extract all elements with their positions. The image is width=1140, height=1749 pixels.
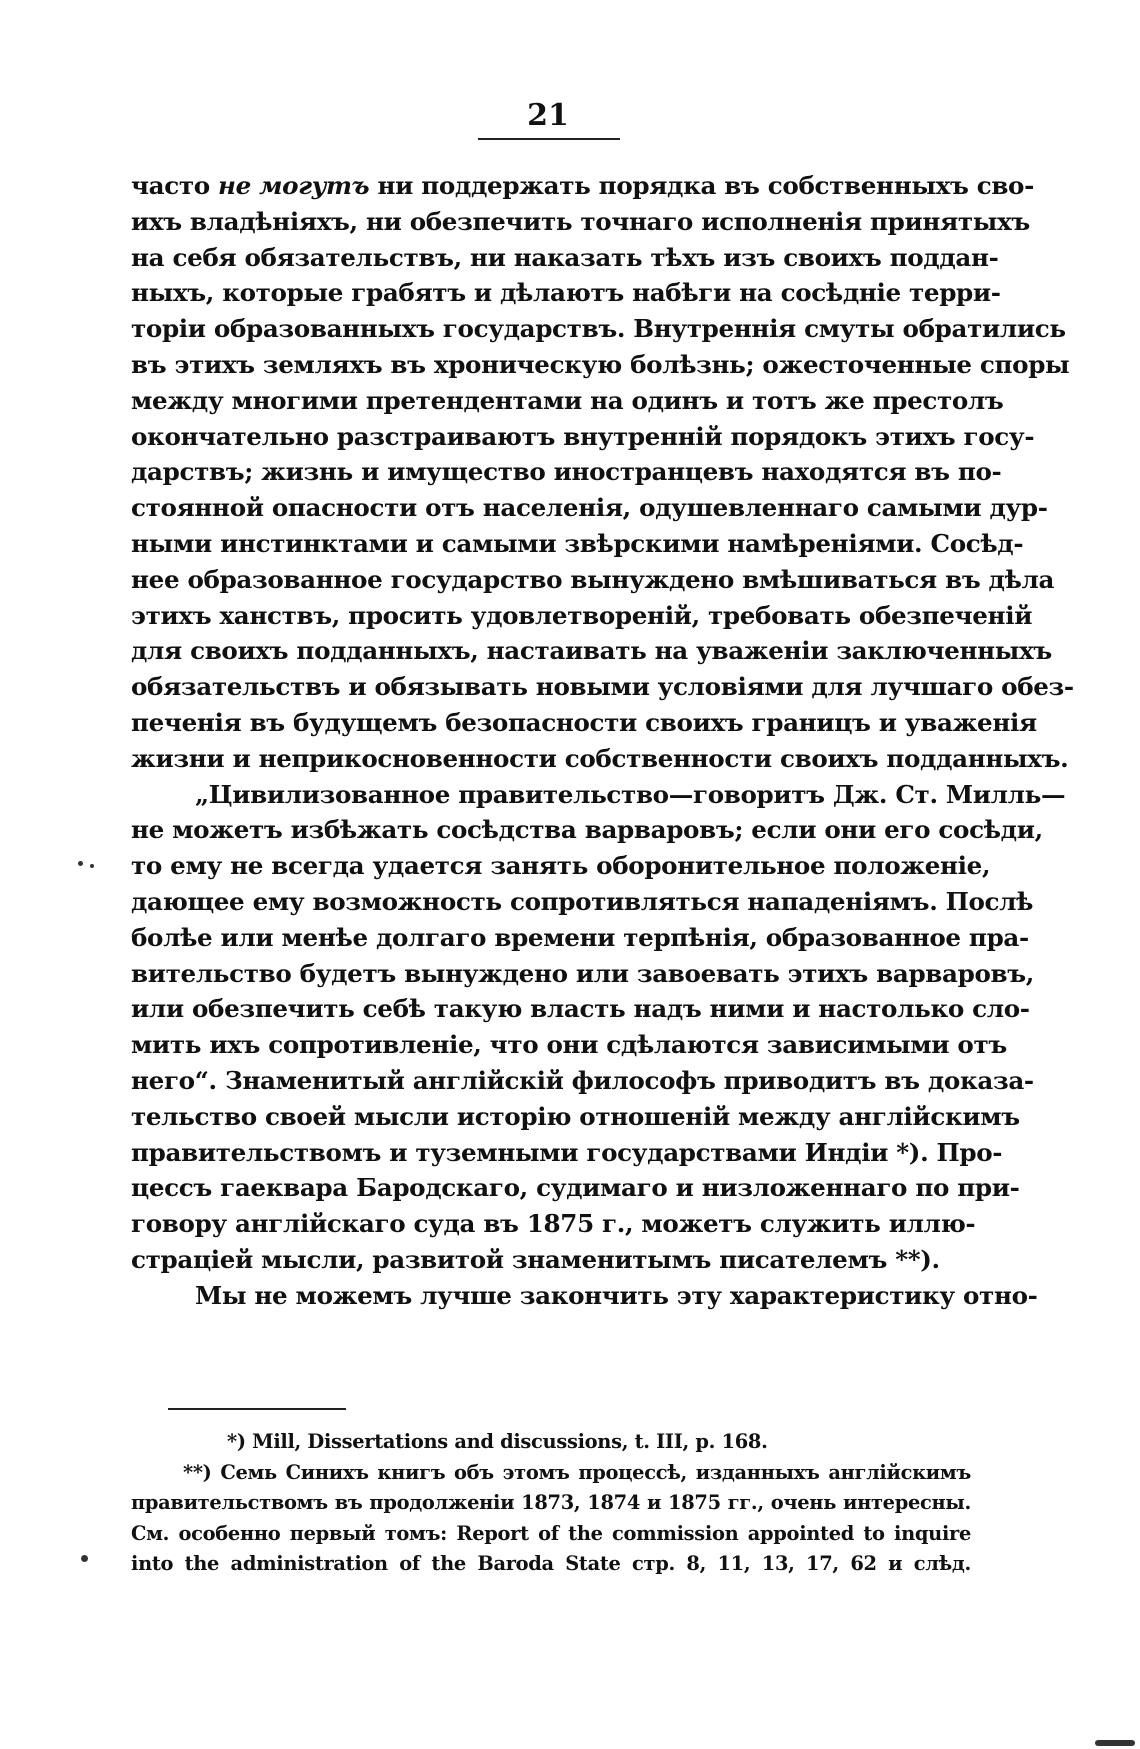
text-line: дающее ему возможность сопротивляться нападеніямъ. Послѣ bbox=[131, 886, 1034, 916]
text-line: „Цивилизованное правительство—говоритъ Дж. Ст. Милль— bbox=[195, 779, 1066, 809]
page-number-rule bbox=[478, 138, 620, 140]
text-line: этихъ ханствъ, просить удовлетвореній, требовать обезпеченій bbox=[131, 600, 1033, 630]
text-line bbox=[131, 168, 1034, 204]
text-fragment: часто bbox=[131, 171, 219, 200]
text-line: торіи образованныхъ государствъ. Внутреннія смуты обратились bbox=[131, 314, 1066, 344]
footnote-line: into the administration of the Baroda State стр. 8, 11, 13, 17, 62 и слѣд. bbox=[131, 1552, 971, 1575]
text-fragment: ни поддержать порядка въ собственныхъ сво- bbox=[369, 171, 1034, 200]
text-line: вительство будетъ вынуждено или завоевать этихъ варваровъ, bbox=[131, 958, 1034, 988]
text-line: страціей мысли, развитой знаменитымъ писателемъ **). bbox=[131, 1244, 940, 1274]
scan-speck bbox=[78, 861, 83, 866]
italic-phrase: не могутъ bbox=[218, 171, 370, 200]
text-line: тельство своей мысли исторію отношеній между англійскимъ bbox=[131, 1101, 1020, 1131]
text-line: правительствомъ и туземными государствами Индіи *). Про- bbox=[131, 1137, 1003, 1167]
scan-speck bbox=[81, 1555, 88, 1562]
scan-speck bbox=[1095, 1740, 1135, 1746]
text-line: не можетъ избѣжать сосѣдства варваровъ; если они его сосѣди, bbox=[131, 815, 1043, 845]
text-line: ными инстинктами и самыми звѣрскими намѣреніями. Сосѣд- bbox=[131, 528, 1024, 558]
text-line: болѣе или менѣе долгаго времени терпѣнія, образованное пра- bbox=[131, 922, 1029, 952]
footnote-line: См. особенно первый томъ: Report of the commission appointed to inquire bbox=[131, 1521, 971, 1545]
text-line: то ему не всегда удается занять оборонительное положеніе, bbox=[131, 851, 991, 881]
footnote-rule bbox=[168, 1408, 346, 1410]
text-line: нее образованное государство вынуждено вмѣшиваться въ дѣла bbox=[131, 564, 1055, 594]
footnote-line: **) Семь Синихъ книгъ объ этомъ процессѣ, изданныхъ англійскимъ bbox=[183, 1460, 971, 1484]
text-line: въ этихъ земляхъ въ хроническую болѣзнь; ожесточенные споры bbox=[131, 349, 1070, 379]
text-line: стоянной опасности отъ населенія, одушевленнаго самыми дур- bbox=[131, 493, 1048, 523]
text-line: для своихъ подданныхъ, настаивать на уваженіи заключенныхъ bbox=[131, 636, 1052, 666]
footnotes bbox=[131, 1427, 971, 1580]
text-line: на себя обязательствъ, ни наказать тѣхъ изъ своихъ поддан- bbox=[131, 242, 999, 272]
text-line: ныхъ, которые грабятъ и дѣлаютъ набѣги на сосѣдніе терри- bbox=[131, 278, 1001, 308]
scan-speck bbox=[90, 864, 94, 868]
body-text bbox=[131, 168, 1074, 1314]
text-line: Мы не можемъ лучше закончить эту характеристику отно- bbox=[195, 1280, 1038, 1310]
footnote-line: *) Mill, Dissertations and discussions, t. III, p. 168. bbox=[227, 1430, 768, 1453]
text-line: говору англійскаго суда въ 1875 г., можетъ служить иллю- bbox=[131, 1209, 976, 1239]
text-line: мить ихъ сопротивленіе, что они сдѣлаются зависимыми отъ bbox=[131, 1030, 1007, 1060]
text-line: окончательно разстраиваютъ внутренній порядокъ этихъ госу- bbox=[131, 421, 1035, 451]
page-number: 21 bbox=[527, 98, 569, 133]
text-line: печенія въ будущемъ безопасности своихъ границъ и уваженія bbox=[131, 707, 1037, 737]
text-line: жизни и неприкосновенности собственности своихъ подданныхъ. bbox=[131, 743, 1069, 773]
text-line: дарствъ; жизнь и имущество иностранцевъ находятся въ по- bbox=[131, 457, 1002, 487]
text-line: ихъ владѣніяхъ, ни обезпечить точнаго исполненія принятыхъ bbox=[131, 206, 1030, 236]
text-line: него“. Знаменитый англійскій философъ приводитъ въ доказа- bbox=[131, 1065, 1034, 1095]
text-line: цессъ гаеквара Бародскаго, судимаго и низложеннаго по при- bbox=[131, 1173, 1020, 1203]
text-line: обязательствъ и обязывать новыми условіями для лучшаго обез- bbox=[131, 672, 1074, 702]
text-line: между многими претендентами на одинъ и тотъ же престолъ bbox=[131, 385, 1004, 415]
text-line: или обезпечить себѣ такую власть надъ ними и настолько сло- bbox=[131, 994, 1030, 1024]
footnote-line: правительствомъ въ продолженіи 1873, 1874 и 1875 гг., очень интересны. bbox=[131, 1491, 971, 1514]
